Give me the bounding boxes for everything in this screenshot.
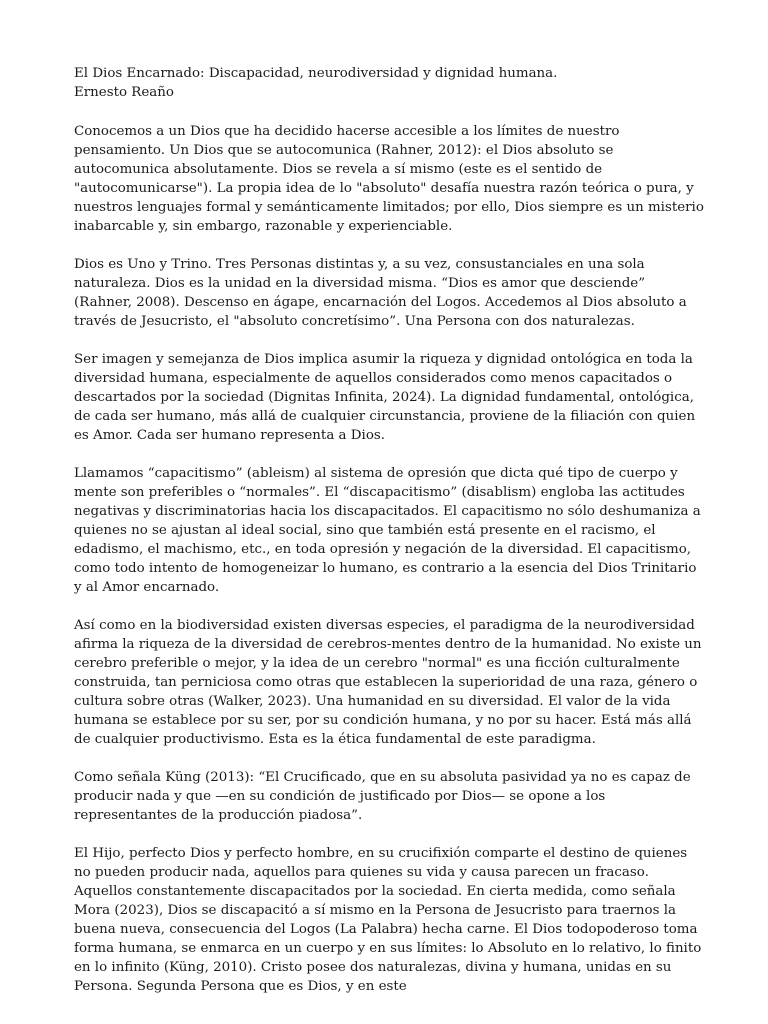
document-page [74,64,704,1015]
paragraph-6: Como señala Küng (2013): “El Crucificado, que en su absoluta pasividad ya no es capaz de producir nada y que —en su condición de justificado por Dios— se opone a los representantes de la producción piadosa”. [74,770,691,823]
document-author: Ernesto Reaño [74,85,174,100]
paragraph-2: Dios es Uno y Trino. Tres Personas distintas y, a su vez, consustanciales en una sola naturaleza. Dios es la unidad en la diversidad misma. “Dios es amor que desciende” (Rahner, 2008). Descenso en ágape, encarnación del Logos. Accedemos al Dios absoluto a través de Jesucristo, el "absoluto concretísimo”. Una Persona con dos naturalezas. [74,257,687,329]
document-title: El Dios Encarnado: Discapacidad, neurodiversidad y dignidad humana. [74,66,558,81]
paragraph-7: El Hijo, perfecto Dios y perfecto hombre, en su crucifixión comparte el destino de quienes no pueden producir nada, aquellos para quienes su vida y causa parecen un fracaso. Aquellos constantemente discapacitados por la sociedad. En cierta medida, como señala Mora (2023), Dios se discapacitó a sí mismo en la Persona de Jesucristo para traernos la buena nueva, consecuencia del Logos (La Palabra) hecha carne. El Dios todopoderoso toma forma humana, se enmarca en un cuerpo y en sus límites: lo Absoluto en lo relativo, lo finito en lo infinito (Küng, 2010). Cristo posee dos naturalezas, divina y humana, unidas en su Persona. Segunda Persona que es Dios, y en este [74,846,702,994]
paragraph-4: Llamamos “capacitismo” (ableism) al sistema de opresión que dicta qué tipo de cuerpo y mente son preferibles o “normales”. El “discapacitismo” (disablism) engloba las actitudes negativas y discriminatorias hacia los discapacitados. El capacitismo no sólo deshumaniza a quienes no se ajustan al ideal social, sino que también está presente en el racismo, el edadismo, el machismo, etc., en toda opresión y negación de la diversidad. El capacitismo, como todo intento de homogeneizar lo humano, es contrario a la esencia del Dios Trinitario y al Amor encarnado. [74,466,701,595]
paragraph-5: Así como en la biodiversidad existen diversas especies, el paradigma de la neurodiversidad afirma la riqueza de la diversidad de cerebros-mentes dentro de la humanidad. No existe un cerebro preferible o mejor, y la idea de un cerebro "normal" es una ficción culturalmente construida, tan perniciosa como otras que establecen la superioridad de una raza, género o cultura sobre otras (Walker, 2023). Una humanidad en su diversidad. El valor de la vida humana se establece por su ser, por su condición humana, y no por su hacer. Está más allá de cualquier productivismo. Esta es la ética fundamental de este paradigma. [74,618,702,747]
document-header [74,64,704,102]
paragraph-3: Ser imagen y semejanza de Dios implica asumir la riqueza y dignidad ontológica en toda la diversidad humana, especialmente de aquellos considerados como menos capacitados o descartados por la sociedad (Dignitas Infinita, 2024). La dignidad fundamental, ontológica, de cada ser humano, más allá de cualquier circunstancia, proviene de la filiación con quien es Amor. Cada ser humano representa a Dios. [74,352,696,443]
paragraph-1: Conocemos a un Dios que ha decidido hacerse accesible a los límites de nuestro pensamiento. Un Dios que se autocomunica (Rahner, 2012): el Dios absoluto se autocomunica absolutamente. Dios se revela a sí mismo (este es el sentido de "autocomunicarse"). La propia idea de lo "absoluto" desafía nuestra razón teórica o pura, y nuestros lenguajes formal y semánticamente limitados; por ello, Dios siempre es un misterio inabarcable y, sin embargo, razonable y experienciable. [74,124,704,234]
